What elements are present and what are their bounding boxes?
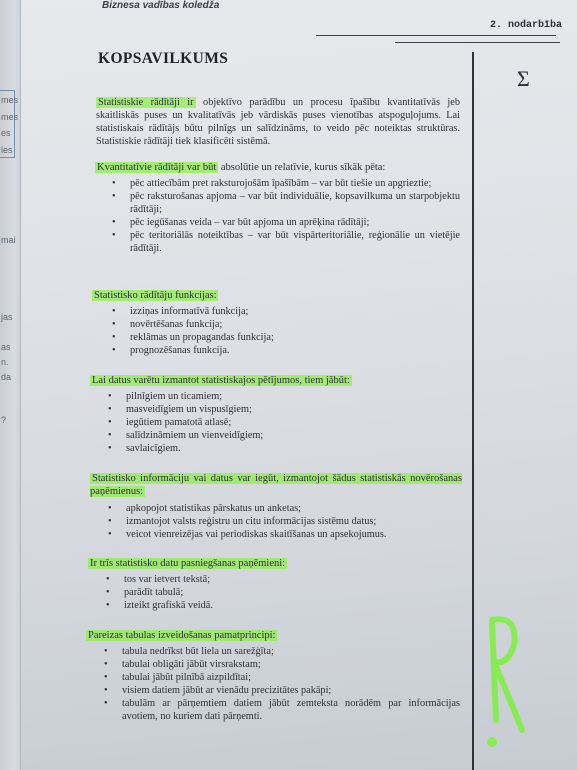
margin-rule — [472, 52, 474, 770]
section-heading-highlight: Statistisko informāciju vai datus var iegūt, izmantojot šādus statistiskās novērošanas paņēmienus: — [90, 473, 462, 497]
edge-fragment: les — [1, 145, 13, 155]
presentation-list — [106, 573, 446, 612]
section-heading-highlight: Ir trīs statistisko datu pasniegšanas paņēmieni: — [90, 558, 286, 569]
table-principles-list — [104, 645, 460, 723]
list-item: • novērtēšanas funkcija; — [112, 318, 452, 331]
list-item: • salīdzināmiem un vienveidīgiem; — [108, 429, 448, 442]
edge-fragment: es — [1, 128, 11, 138]
list-item: • tabula nedrīkst būt liela un sarežģīta; — [104, 645, 460, 658]
list-item: • iegūtiem pamatotā atlasē; — [108, 416, 448, 429]
edge-fragment: mai — [1, 235, 16, 245]
highlighter-margin-mark — [478, 610, 538, 760]
institution-header: Biznesa vadības koledža — [102, 0, 220, 11]
list-item: • pēc iegūšanas veida – var būt apjoma un aprēķina rādītāji; — [112, 216, 460, 229]
edge-fragment: jas — [1, 312, 13, 322]
list-item: • masveidīgiem un vispusīgiem; — [108, 403, 448, 416]
list-item: • apkopojot statistikas pārskatus un anketas; — [108, 502, 448, 515]
list-item: • tabulai jābūt pilnībā aizpildītai; — [104, 671, 460, 684]
section-heading-quantitative — [95, 162, 465, 173]
chapter-label: 2. nodarbība — [490, 20, 563, 31]
list-item: • izmantojot valsts reģistru un citu informācijas sistēmu datus; — [108, 515, 448, 528]
list-item: • savlaicīgiem. — [108, 442, 448, 455]
list-item: • pēc teritoriālās noteiktības – var būt vispārteritoriālie, reģionālie un vietējie rādītāji. — [112, 229, 460, 255]
edge-fragment: mes — [1, 112, 19, 122]
list-item: • pēc raksturošanas apjoma – var būt individuālie, kopsavilkuma un starpobjektu rādītāji; — [112, 190, 460, 216]
list-item: • tos var ietvert tekstā; — [106, 573, 446, 586]
section-heading-data-requirements — [90, 375, 352, 386]
requirements-list — [108, 390, 448, 455]
section-heading-highlight: Kvantitatīvie rādītāji var būt — [97, 162, 217, 173]
section-heading-table-principles — [86, 630, 277, 641]
edge-fragment: ? — [1, 415, 7, 425]
section-heading-functions — [92, 290, 218, 301]
header-rule — [316, 35, 556, 36]
section-heading-highlight: Statistisko rādītāju funkcijas: — [94, 290, 217, 301]
edge-fragment: mes — [1, 95, 19, 105]
intro-highlight: Statistiskie rādītāji ir — [98, 97, 194, 108]
list-item: • izziņas informatīvā funkcija; — [112, 305, 452, 318]
section-heading-rest: absolūtie un relatīvie, kurus sīkāk pēta: — [218, 162, 386, 173]
list-item: • veicot vienreizējas vai periodiskas skaitīšanas un apsekojumus. — [108, 528, 448, 541]
section-heading-highlight: Lai datus varētu izmantot statistiskajos pētījumos, tiem jābūt: — [92, 375, 350, 386]
edge-fragment: as — [1, 342, 11, 352]
list-item: • reklāmas un propagandas funkcija; — [112, 331, 452, 344]
edge-fragment: da — [1, 372, 12, 382]
section-heading-collection-methods — [90, 472, 462, 498]
list-item: • tabulām ar pārņemtiem datiem jābūt zemteksta norādēm par informācijas avotiem, no kuriem dati pārņemti. — [104, 697, 460, 723]
list-item: • izteikt grafiskā veidā. — [106, 599, 446, 612]
list-item: • tabulai obligāti jābūt virsrakstam; — [104, 658, 460, 671]
section-heading-highlight: Pareizas tabulas izveidošanas pamatprincipi: — [88, 630, 276, 641]
header-rule — [395, 42, 560, 43]
intro-text: objektīvo parādību un procesu īpašību kvantitatīvās jeb skaitliskās puses un kvalitatīvās jeb vārdiskās puses vienotības atspoguļojums. Lai statistiskais rādītājs būtu pilnīgs un salīdzināms, to veido pēc noteiktas struktūras. Statistiskie rādītāji tiek klasificēti sistēmā. — [96, 97, 460, 147]
left-page-edge — [0, 0, 21, 770]
list-item: • parādīt tabulā; — [106, 586, 446, 599]
list-item: • pēc attiecībām pret raksturojošām īpašībām – var būt tiešie un apgrieztie; — [112, 177, 460, 190]
section-heading-presentation — [88, 558, 287, 569]
page-title: KOPSAVILKUMS — [98, 50, 229, 67]
quantitative-list — [112, 177, 460, 255]
sigma-icon: Σ — [517, 66, 530, 91]
list-item: • visiem datiem jābūt ar vienādu precizitātes pakāpi; — [104, 684, 460, 697]
edge-fragment: n. — [1, 357, 9, 367]
functions-list — [112, 305, 452, 357]
list-item: • pilnīgiem un ticamiem; — [108, 390, 448, 403]
collection-methods-list — [108, 502, 448, 541]
intro-paragraph — [96, 96, 460, 148]
list-item: • prognozēšanas funkcija. — [112, 344, 452, 357]
